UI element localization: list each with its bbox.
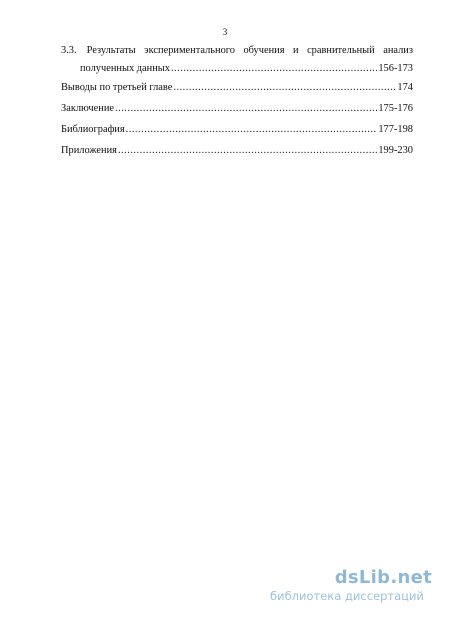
toc-item-pages: 177-198 (378, 124, 413, 135)
title-word: и (293, 45, 299, 56)
leader-dots (170, 62, 377, 75)
title-word: сравнительный (307, 45, 375, 56)
toc-item-pages: 174 (397, 82, 413, 93)
watermark-subtitle: библиотека диссертаций (270, 589, 424, 603)
page-number: 3 (222, 27, 228, 37)
toc-item-pages: 199-230 (378, 145, 413, 156)
leader-dots (172, 81, 396, 94)
dslib-watermark (270, 568, 440, 603)
toc-item-conclusion (61, 102, 413, 115)
toc-item-conclusions-ch3 (61, 81, 413, 94)
toc-item-title: Заключение (61, 103, 114, 114)
toc-item-title-line2: полученных данных (80, 63, 170, 74)
toc-item-title: Приложения (61, 145, 117, 156)
table-of-contents (61, 44, 413, 157)
leader-dots (117, 144, 377, 157)
leader-dots (125, 123, 378, 136)
toc-item-3-3-second-line (61, 62, 413, 75)
title-word: Результаты (86, 45, 136, 56)
toc-item-title-line1 (87, 44, 413, 57)
toc-item-number: 3.3. (61, 45, 77, 56)
toc-item-title: Выводы по третьей главе (61, 82, 173, 93)
toc-item-3-3 (61, 44, 413, 75)
toc-item-title: Библиография (61, 124, 125, 135)
toc-item-appendices (61, 144, 413, 157)
watermark-logo: dsLib.net (334, 567, 432, 588)
leader-dots (114, 102, 377, 115)
title-word: анализ (383, 45, 413, 56)
toc-item-pages: 175-176 (378, 103, 413, 114)
toc-item-bibliography (61, 123, 413, 136)
toc-item-3-3-first-line (61, 44, 413, 57)
title-word: обучения (243, 45, 285, 56)
title-word: экспериментального (144, 45, 235, 56)
toc-item-pages: 156-173 (378, 63, 413, 74)
